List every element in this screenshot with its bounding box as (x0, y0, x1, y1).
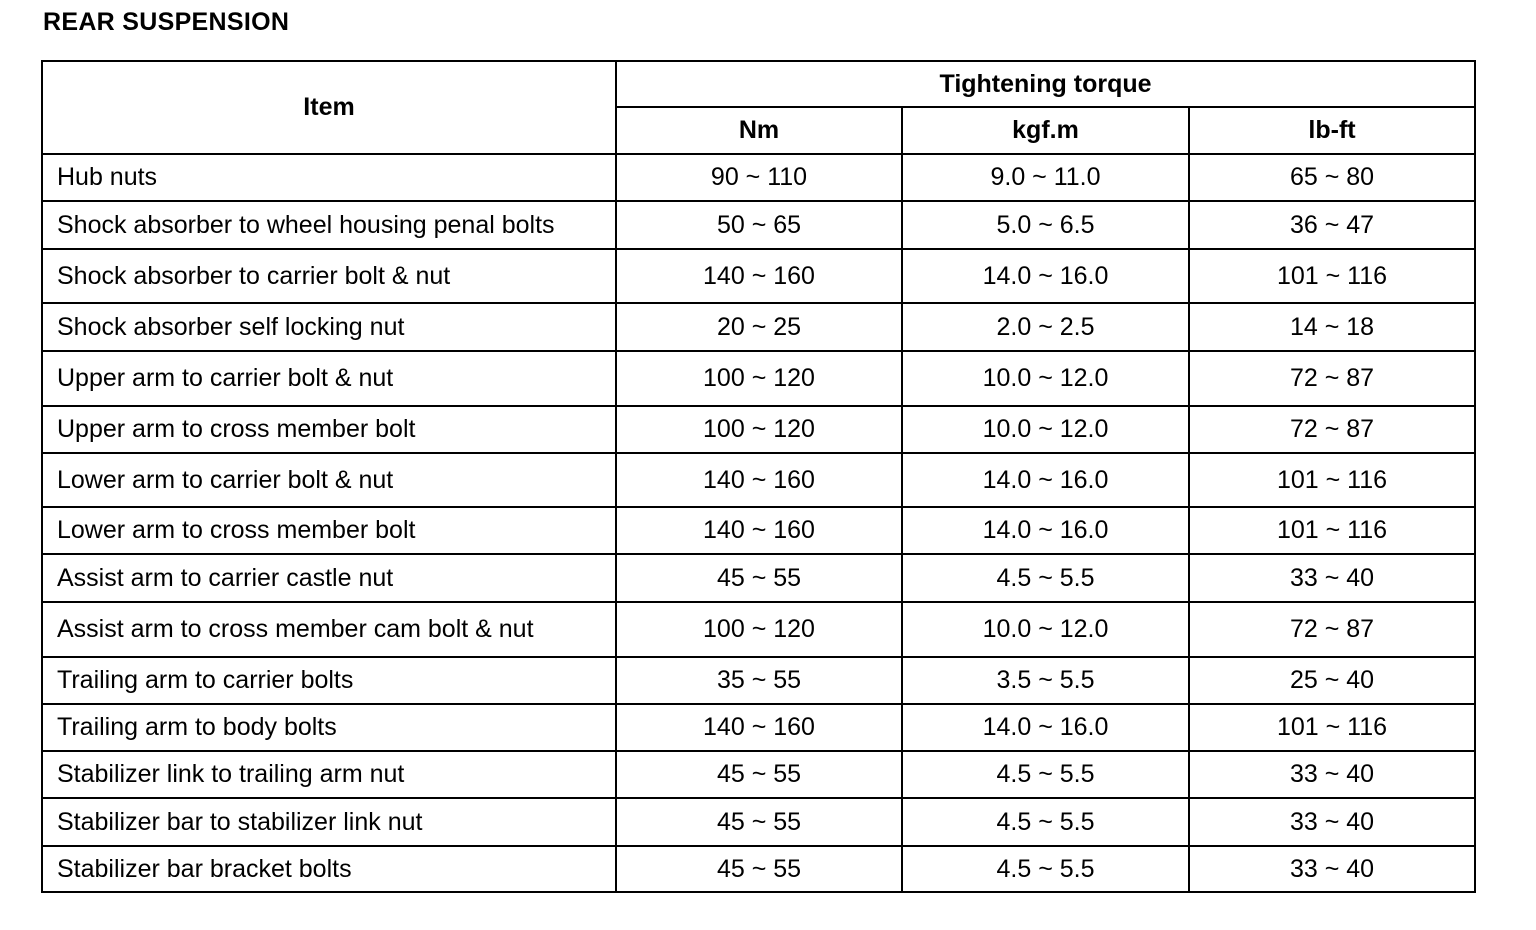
lbft-cell: 72 ~ 87 (1189, 351, 1475, 406)
lbft-cell: 101 ~ 116 (1189, 507, 1475, 554)
nm-cell: 140 ~ 160 (616, 453, 902, 507)
table-row (42, 798, 1475, 846)
nm-cell: 50 ~ 65 (616, 201, 902, 249)
kgfm-header: kgf.m (902, 107, 1189, 154)
table-body (42, 154, 1475, 892)
nm-cell: 100 ~ 120 (616, 602, 902, 657)
lbft-cell: 101 ~ 116 (1189, 704, 1475, 751)
lbft-cell: 101 ~ 116 (1189, 249, 1475, 303)
table-row (42, 303, 1475, 351)
kgfm-cell: 10.0 ~ 12.0 (902, 602, 1189, 657)
nm-cell: 45 ~ 55 (616, 554, 902, 602)
table-row (42, 554, 1475, 602)
kgfm-cell: 10.0 ~ 12.0 (902, 351, 1189, 406)
item-cell: Stabilizer bar to stabilizer link nut (42, 798, 616, 846)
table-row (42, 351, 1475, 406)
lbft-cell: 72 ~ 87 (1189, 406, 1475, 453)
lbft-cell: 72 ~ 87 (1189, 602, 1475, 657)
item-cell: Trailing arm to body bolts (42, 704, 616, 751)
table-row (42, 406, 1475, 453)
table-row (42, 602, 1475, 657)
table-row (42, 201, 1475, 249)
kgfm-cell: 14.0 ~ 16.0 (902, 249, 1189, 303)
lbft-cell: 33 ~ 40 (1189, 554, 1475, 602)
lbft-cell: 33 ~ 40 (1189, 798, 1475, 846)
kgfm-cell: 4.5 ~ 5.5 (902, 554, 1189, 602)
item-cell: Shock absorber self locking nut (42, 303, 616, 351)
nm-cell: 100 ~ 120 (616, 351, 902, 406)
lbft-cell: 14 ~ 18 (1189, 303, 1475, 351)
item-cell: Stabilizer bar bracket bolts (42, 846, 616, 892)
table-row (42, 751, 1475, 798)
item-cell: Assist arm to cross member cam bolt & nut (42, 602, 616, 657)
page-title: REAR SUSPENSION (43, 8, 290, 36)
nm-cell: 20 ~ 25 (616, 303, 902, 351)
nm-cell: 35 ~ 55 (616, 657, 902, 704)
item-cell: Lower arm to carrier bolt & nut (42, 453, 616, 507)
kgfm-cell: 10.0 ~ 12.0 (902, 406, 1189, 453)
nm-cell: 140 ~ 160 (616, 249, 902, 303)
kgfm-cell: 14.0 ~ 16.0 (902, 704, 1189, 751)
nm-cell: 140 ~ 160 (616, 507, 902, 554)
item-cell: Upper arm to carrier bolt & nut (42, 351, 616, 406)
table-row (42, 249, 1475, 303)
kgfm-cell: 3.5 ~ 5.5 (902, 657, 1189, 704)
kgfm-cell: 4.5 ~ 5.5 (902, 798, 1189, 846)
lbft-cell: 25 ~ 40 (1189, 657, 1475, 704)
item-cell: Assist arm to carrier castle nut (42, 554, 616, 602)
lbft-cell: 33 ~ 40 (1189, 846, 1475, 892)
kgfm-cell: 9.0 ~ 11.0 (902, 154, 1189, 201)
nm-header: Nm (616, 107, 902, 154)
item-cell: Shock absorber to carrier bolt & nut (42, 249, 616, 303)
tightening-torque-header: Tightening torque (616, 61, 1475, 107)
table-row (42, 154, 1475, 201)
table-row (42, 453, 1475, 507)
kgfm-cell: 14.0 ~ 16.0 (902, 507, 1189, 554)
nm-cell: 100 ~ 120 (616, 406, 902, 453)
nm-cell: 45 ~ 55 (616, 846, 902, 892)
item-cell: Stabilizer link to trailing arm nut (42, 751, 616, 798)
item-cell: Trailing arm to carrier bolts (42, 657, 616, 704)
lbft-cell: 36 ~ 47 (1189, 201, 1475, 249)
kgfm-cell: 2.0 ~ 2.5 (902, 303, 1189, 351)
lbft-cell: 101 ~ 116 (1189, 453, 1475, 507)
item-cell: Hub nuts (42, 154, 616, 201)
nm-cell: 45 ~ 55 (616, 751, 902, 798)
kgfm-cell: 5.0 ~ 6.5 (902, 201, 1189, 249)
nm-cell: 45 ~ 55 (616, 798, 902, 846)
table-row (42, 657, 1475, 704)
nm-cell: 90 ~ 110 (616, 154, 902, 201)
lbft-cell: 33 ~ 40 (1189, 751, 1475, 798)
lbft-header: lb-ft (1189, 107, 1475, 154)
kgfm-cell: 4.5 ~ 5.5 (902, 751, 1189, 798)
kgfm-cell: 4.5 ~ 5.5 (902, 846, 1189, 892)
table-row (42, 704, 1475, 751)
lbft-cell: 65 ~ 80 (1189, 154, 1475, 201)
table-row (42, 507, 1475, 554)
item-cell: Upper arm to cross member bolt (42, 406, 616, 453)
item-header: Item (42, 61, 616, 154)
item-cell: Lower arm to cross member bolt (42, 507, 616, 554)
item-cell: Shock absorber to wheel housing penal bolts (42, 201, 616, 249)
table-row (42, 846, 1475, 892)
nm-cell: 140 ~ 160 (616, 704, 902, 751)
kgfm-cell: 14.0 ~ 16.0 (902, 453, 1189, 507)
torque-table (41, 60, 1476, 893)
